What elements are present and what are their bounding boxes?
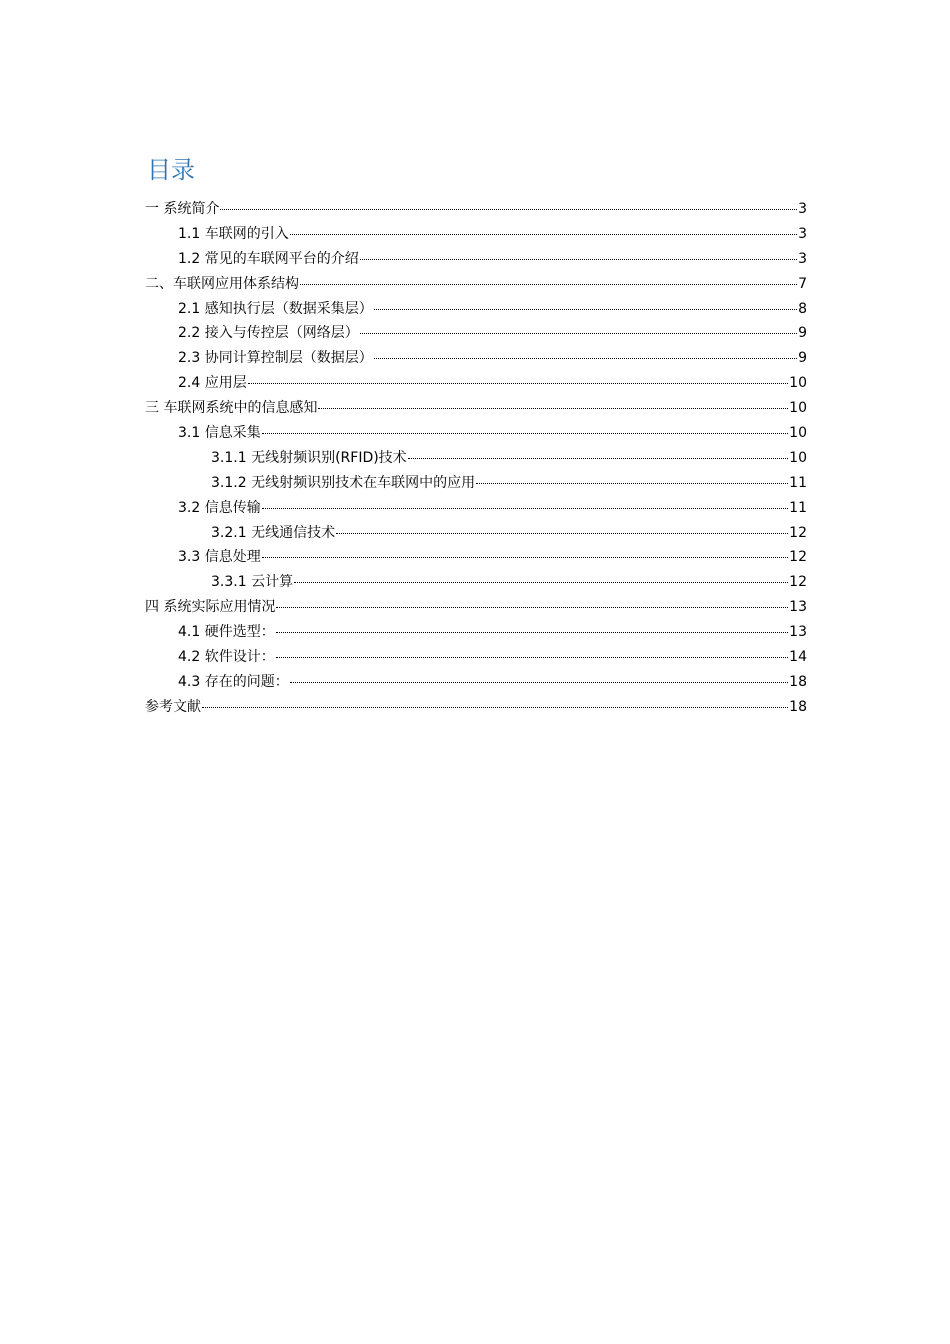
- toc-entry-page-number: 3: [798, 201, 807, 217]
- dot-leader: [262, 557, 788, 558]
- toc-entry[interactable]: [145, 620, 807, 645]
- toc-entry-label: 3.2.1 无线通信技术: [211, 524, 336, 541]
- dot-leader: [276, 657, 788, 658]
- toc-entry[interactable]: [145, 446, 807, 471]
- toc-entry-page-number: 12: [789, 574, 807, 591]
- toc-entry-label: 三 车联网系统中的信息感知: [145, 400, 318, 417]
- toc-entry[interactable]: [145, 247, 807, 272]
- toc-entry-page-number: 12: [789, 524, 807, 541]
- toc-entry-label: 3.1.2 无线射频识别技术在车联网中的应用: [211, 474, 476, 491]
- toc-entry-page-number: 10: [789, 400, 807, 417]
- toc-entry-label: 1.2 常见的车联网平台的介绍: [178, 250, 359, 267]
- toc-entry-label: 2.1 感知执行层（数据采集层）: [178, 300, 373, 317]
- toc-entry-label: 3.1 信息采集: [178, 425, 261, 442]
- dot-leader: [290, 682, 788, 683]
- toc-entry-page-number: 7: [798, 275, 807, 292]
- toc-entry[interactable]: [145, 346, 807, 371]
- toc-entry[interactable]: [145, 496, 807, 521]
- toc-entry-page-number: 8: [798, 300, 807, 317]
- toc-title: 目录: [147, 156, 195, 184]
- dot-leader: [262, 433, 788, 434]
- toc-entry[interactable]: [145, 670, 807, 695]
- toc-entry-page-number: 10: [789, 375, 807, 392]
- toc-entry[interactable]: [145, 197, 807, 222]
- toc-entry-page-number: 3: [798, 225, 807, 242]
- toc-entry-label: 2.4 应用层: [178, 375, 247, 392]
- dot-leader: [374, 358, 797, 359]
- toc-entry-label: 二、车联网应用体系结构: [145, 275, 299, 292]
- dot-leader: [408, 458, 788, 459]
- toc-entry-label: 参考文献: [145, 698, 201, 715]
- toc-entry-label: 1.1 车联网的引入: [178, 225, 289, 242]
- toc-entry-label: 四 系统实际应用情况: [145, 599, 276, 616]
- toc-entry[interactable]: [145, 297, 807, 322]
- toc-list: [145, 197, 807, 720]
- toc-entry[interactable]: [145, 321, 807, 346]
- dot-leader: [202, 707, 788, 708]
- toc-entry-page-number: 10: [789, 425, 807, 442]
- toc-entry[interactable]: [145, 645, 807, 670]
- dot-leader: [220, 209, 797, 210]
- dot-leader: [318, 408, 788, 409]
- toc-entry[interactable]: [145, 222, 807, 247]
- toc-entry-page-number: 18: [789, 698, 807, 715]
- dot-leader: [276, 632, 788, 633]
- dot-leader: [360, 259, 797, 260]
- toc-entry[interactable]: [145, 371, 807, 396]
- toc-entry[interactable]: [145, 545, 807, 570]
- toc-entry-page-number: 11: [789, 474, 807, 491]
- toc-entry-page-number: 9: [798, 350, 807, 367]
- toc-entry[interactable]: [145, 396, 807, 421]
- toc-entry-page-number: 11: [789, 499, 807, 516]
- toc-entry[interactable]: [145, 570, 807, 595]
- dot-leader: [476, 483, 788, 484]
- toc-entry-page-number: 3: [798, 250, 807, 267]
- toc-entry-label: 2.2 接入与传控层（网络层）: [178, 325, 359, 342]
- toc-entry-label: 4.1 硬件选型：: [178, 624, 275, 641]
- toc-entry-page-number: 18: [789, 673, 807, 690]
- toc-entry-label: 3.1.1 无线射频识别(RFID)技术: [211, 449, 407, 466]
- toc-entry-page-number: 13: [789, 624, 807, 641]
- dot-leader: [276, 607, 788, 608]
- toc-entry-page-number: 10: [789, 449, 807, 466]
- toc-entry[interactable]: [145, 471, 807, 496]
- dot-leader: [262, 508, 788, 509]
- dot-leader: [290, 234, 797, 235]
- toc-entry-label: 4.2 软件设计：: [178, 649, 275, 666]
- toc-entry[interactable]: [145, 421, 807, 446]
- dot-leader: [300, 284, 797, 285]
- toc-entry[interactable]: [145, 521, 807, 546]
- toc-entry-label: 4.3 存在的问题：: [178, 673, 289, 690]
- toc-entry[interactable]: [145, 695, 807, 720]
- toc-entry-label: 2.3 协同计算控制层（数据层）: [178, 350, 373, 367]
- toc-entry[interactable]: [145, 595, 807, 620]
- dot-leader: [248, 383, 788, 384]
- dot-leader: [360, 333, 797, 334]
- dot-leader: [294, 582, 788, 583]
- toc-entry-page-number: 14: [789, 649, 807, 666]
- toc-entry-label: 3.3.1 云计算: [211, 574, 294, 591]
- dot-leader: [374, 309, 797, 310]
- dot-leader: [336, 533, 788, 534]
- toc-entry-label: 一 系统简介: [145, 201, 220, 217]
- toc-entry-page-number: 9: [798, 325, 807, 342]
- toc-entry-label: 3.2 信息传输: [178, 499, 261, 516]
- toc-entry[interactable]: [145, 272, 807, 297]
- toc-entry-label: 3.3 信息处理: [178, 549, 261, 566]
- toc-entry-page-number: 13: [789, 599, 807, 616]
- toc-entry-page-number: 12: [789, 549, 807, 566]
